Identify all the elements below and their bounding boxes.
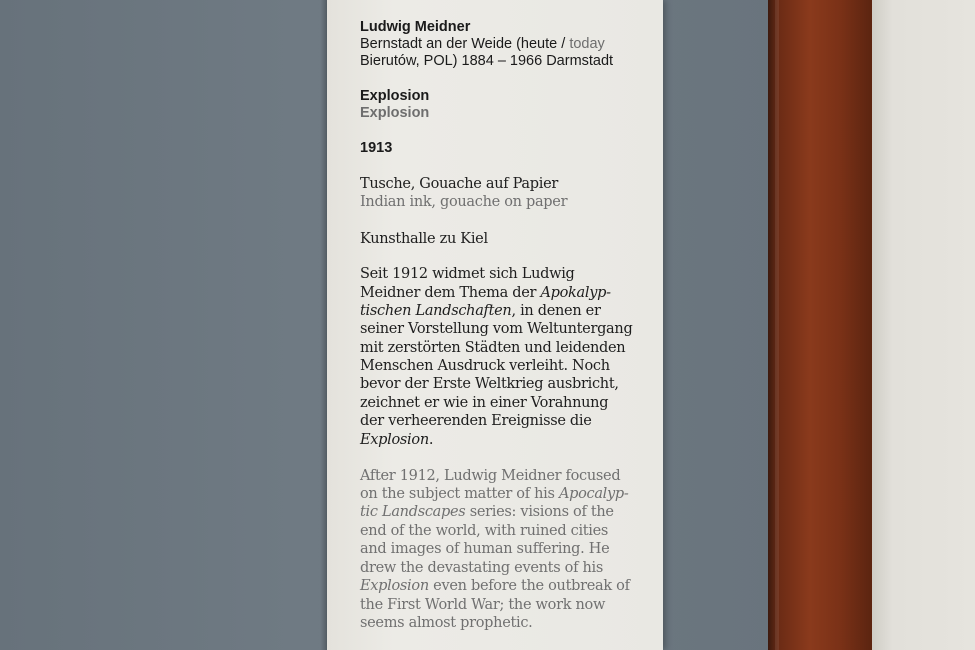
bio-text-en: today — [569, 36, 605, 52]
text-de-line: mit zerstörten Städten und leidenden — [360, 340, 626, 356]
text-span: on the subject matter of his — [360, 486, 559, 502]
bio-text-de: Bernstadt an der Weide (heute / — [360, 36, 566, 52]
artist-name: Ludwig Meidner — [360, 19, 471, 35]
text-span: series: visions of the — [465, 504, 614, 520]
text-span-italic: Explosion — [360, 578, 429, 594]
text-en-line: seems almost prophetic. — [360, 615, 533, 631]
picture-matte — [872, 0, 975, 650]
medium-en: Indian ink, gouache on paper — [360, 194, 568, 210]
collection: Kunsthalle zu Kiel — [360, 231, 488, 247]
text-en-line: After 1912, Ludwig Meidner focused — [360, 468, 621, 484]
artist-bio-line2: Bierutów, POL) 1884 – 1966 Darmstadt — [360, 53, 614, 69]
text-span-italic: Apocalyp- — [558, 486, 629, 502]
text-span-italic: Apokalyp- — [540, 285, 611, 301]
text-de-line: bevor der Erste Weltkrieg ausbricht, — [360, 376, 619, 392]
text-de-line: zeichnet er wie in einer Vorahnung — [360, 395, 609, 411]
text-de-line — [360, 431, 433, 449]
text-de-line: der verheerenden Ereignisse die — [360, 413, 592, 429]
frame-highlight — [775, 0, 779, 650]
text-span: , in denen er — [511, 303, 601, 319]
text-en-line: drew the devastating events of his — [360, 560, 603, 576]
title-en: Explosion — [360, 105, 430, 121]
artist-bio-line1 — [360, 36, 605, 53]
text-en-line: end of the world, with ruined cities — [360, 523, 609, 539]
text-span: even before the outbreak of — [428, 578, 630, 594]
text-span-italic: tischen Landschaften — [360, 303, 512, 319]
text-span: Meidner dem Thema der — [360, 285, 541, 301]
medium-de: Tusche, Gouache auf Papier — [360, 176, 558, 192]
text-en-line — [360, 577, 630, 595]
text-span-italic: tic Landscapes — [360, 504, 466, 520]
text-span-italic: Explosion — [360, 432, 429, 448]
text-de-line: Menschen Ausdruck verleiht. Noch — [360, 358, 610, 374]
picture-frame — [768, 0, 872, 650]
text-de-line: seiner Vorstellung vom Weltuntergang — [360, 321, 633, 337]
title-de: Explosion — [360, 88, 430, 104]
text-en-line: the First World War; the work now — [360, 597, 606, 613]
text-en-line — [360, 485, 629, 503]
artwork-year: 1913 — [360, 140, 393, 156]
text-span: . — [428, 432, 434, 448]
text-de-line: Seit 1912 widmet sich Ludwig — [360, 266, 575, 282]
text-de-line — [360, 302, 601, 320]
text-de-line — [360, 284, 611, 302]
text-en-line — [360, 503, 614, 521]
text-en-line: and images of human suffering. He — [360, 541, 610, 557]
